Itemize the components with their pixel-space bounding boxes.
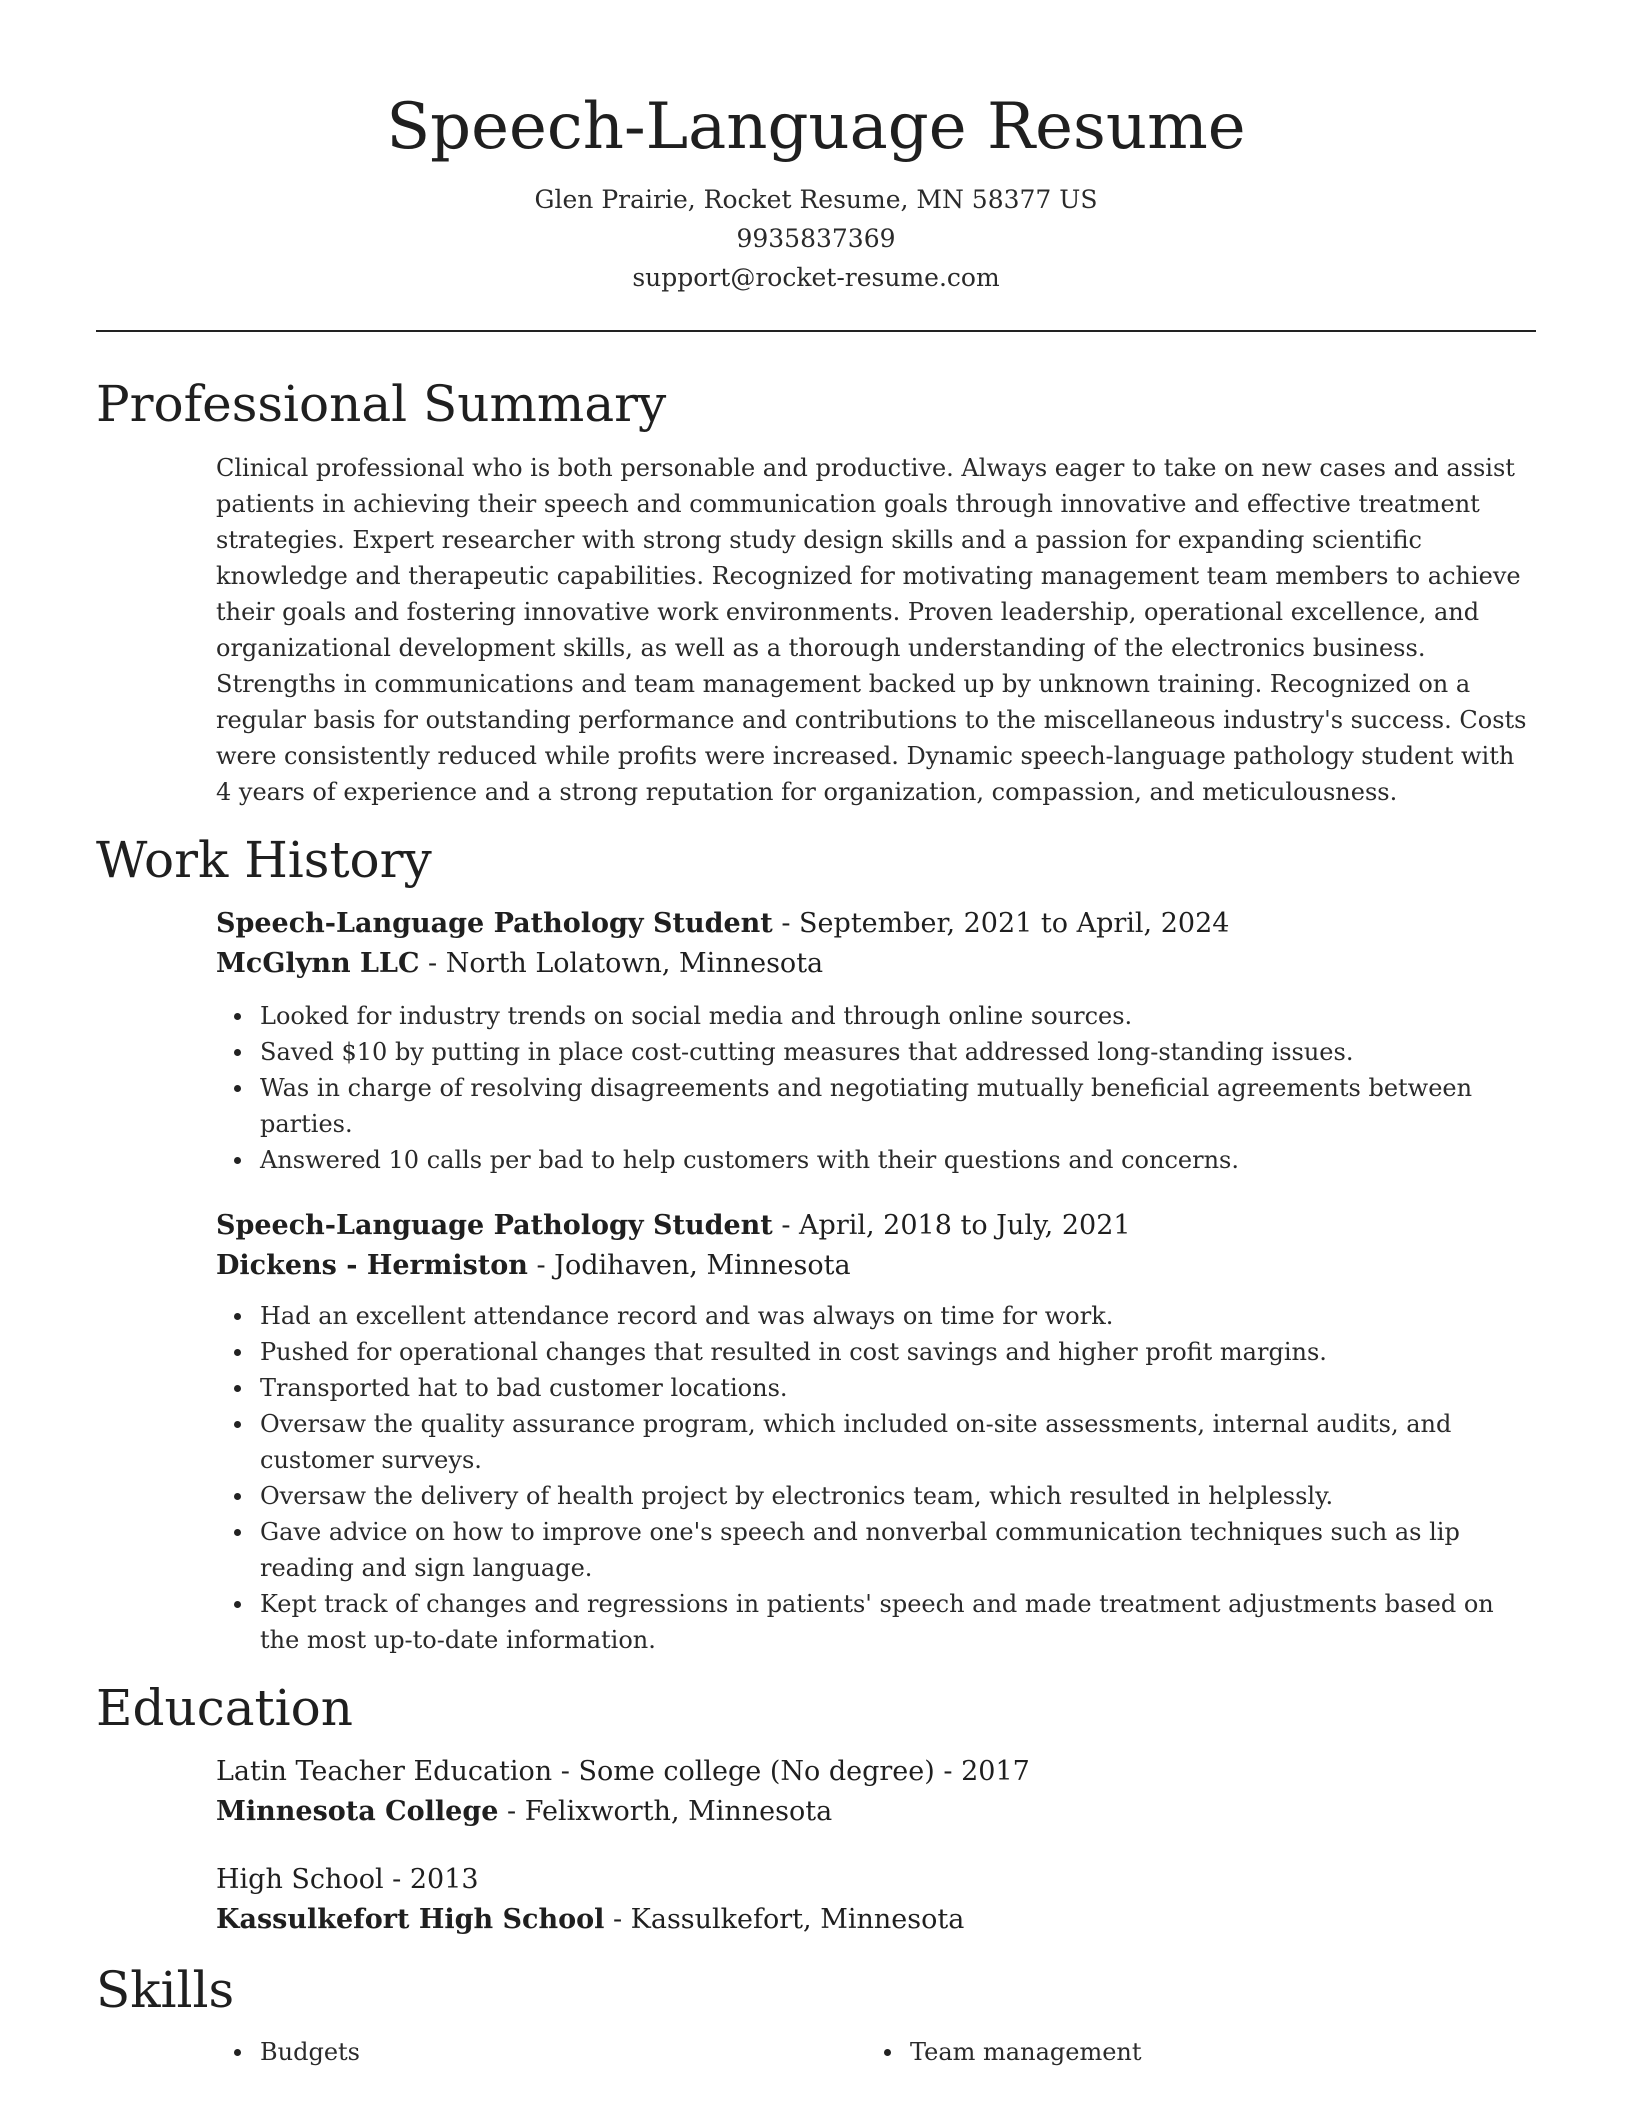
job-duties-list [216, 998, 1536, 1178]
education-entry [216, 1752, 1536, 1832]
list-item: Gave advice on how to improve one's speech and nonverbal communication techniques such as lip reading and sign language. [260, 1514, 1536, 1586]
section-title-work-history: Work History [96, 831, 432, 889]
list-item: Saved $10 by putting in place cost-cutting measures that addressed long-standing issues. [260, 1034, 1536, 1070]
education-location: - Felixworth, Minnesota [498, 1796, 833, 1827]
job-title-line [216, 904, 1536, 944]
skill-item: Team management [910, 2034, 1516, 2070]
job-duties-list [216, 1298, 1536, 1658]
job-entry [216, 904, 1536, 1178]
job-dates: - April, 2018 to July, 2021 [772, 1210, 1131, 1241]
professional-summary-section [96, 372, 1536, 810]
email: support@rocket-resume.com [632, 263, 1000, 292]
skills-list [216, 2034, 866, 2070]
education-entry [216, 1860, 1536, 1940]
education-program: High School - 2013 [216, 1864, 479, 1895]
skill-item: Budgets [260, 2034, 866, 2070]
job-role: Speech-Language Pathology Student [216, 908, 773, 939]
resume-header [96, 0, 1536, 332]
header-divider [96, 330, 1536, 332]
resume-page [96, 0, 1536, 2070]
list-item: Oversaw the delivery of health project by electronics team, which resulted in helplessly. [260, 1478, 1536, 1514]
skills-grid [216, 2034, 1536, 2070]
list-item: Pushed for operational changes that resulted in cost savings and higher profit margins. [260, 1334, 1536, 1370]
job-location: - Jodihaven, Minnesota [527, 1250, 851, 1281]
education-program: Latin Teacher Education - Some college (No degree) - 2017 [216, 1756, 1030, 1787]
job-title-line [216, 1206, 1536, 1246]
list-item: Looked for industry trends on social media and through online sources. [260, 998, 1536, 1034]
skills-section [96, 1958, 1536, 2070]
phone: 9935837369 [736, 224, 896, 253]
list-item: Oversaw the quality assurance program, which included on-site assessments, internal audits, and customer surveys. [260, 1406, 1536, 1478]
job-role: Speech-Language Pathology Student [216, 1210, 773, 1241]
job-company: Dickens - Hermiston [216, 1250, 528, 1281]
education-school-line [216, 1792, 1536, 1832]
address: Glen Prairie, Rocket Resume, MN 58377 US [534, 185, 1098, 214]
job-entry [216, 1206, 1536, 1658]
skills-column-right [866, 2034, 1516, 2070]
education-school: Kassulkefort High School [216, 1904, 605, 1935]
section-title-skills: Skills [96, 1961, 235, 2019]
job-company-line [216, 1246, 1536, 1286]
summary-text: Clinical professional who is both personable and productive. Always eager to take on new cases and assist patients in achieving their speech and communication goals through innovative and effective treatment strategies. Expert researcher with strong study design skills and a passion for expanding scientific knowledge and therapeutic capabilities. Recognized for motivating management team members to achieve their goals and fostering innovative work environments. Proven leadership, operational excellence, and organizational development skills, as well as a thorough understanding of the electronics business. Strengths in communications and team management backed up by unknown training. Recognized on a regular basis for outstanding performance and contributions to the miscellaneous industry's success. Costs were consistently reduced while profits were increased. Dynamic speech-language pathology student with 4 years of experience and a strong reputation for organization, compassion, and meticulousness. [216, 454, 1527, 806]
list-item: Kept track of changes and regressions in patients' speech and made treatment adjustments based on the most up-to-date information. [260, 1586, 1536, 1658]
skills-list [866, 2034, 1516, 2070]
section-title-education: Education [96, 1679, 353, 1737]
education-school-line [216, 1900, 1536, 1940]
list-item: Transported hat to bad customer locations. [260, 1370, 1536, 1406]
list-item: Was in charge of resolving disagreements and negotiating mutually beneficial agreements between parties. [260, 1070, 1536, 1142]
job-company: McGlynn LLC [216, 948, 420, 979]
education-school: Minnesota College [216, 1796, 499, 1827]
job-dates: - September, 2021 to April, 2024 [772, 908, 1230, 939]
skills-column-left [216, 2034, 866, 2070]
education-section [96, 1676, 1536, 1940]
section-title-summary: Professional Summary [96, 375, 667, 433]
resume-title: Speech-Language Resume [386, 90, 1246, 164]
work-history-section [96, 828, 1536, 1658]
list-item: Had an excellent attendance record and was always on time for work. [260, 1298, 1536, 1334]
job-company-line [216, 944, 1536, 984]
education-location: - Kassulkefort, Minnesota [604, 1904, 965, 1935]
list-item: Answered 10 calls per bad to help customers with their questions and concerns. [260, 1142, 1536, 1178]
job-location: - North Lolatown, Minnesota [419, 948, 824, 979]
